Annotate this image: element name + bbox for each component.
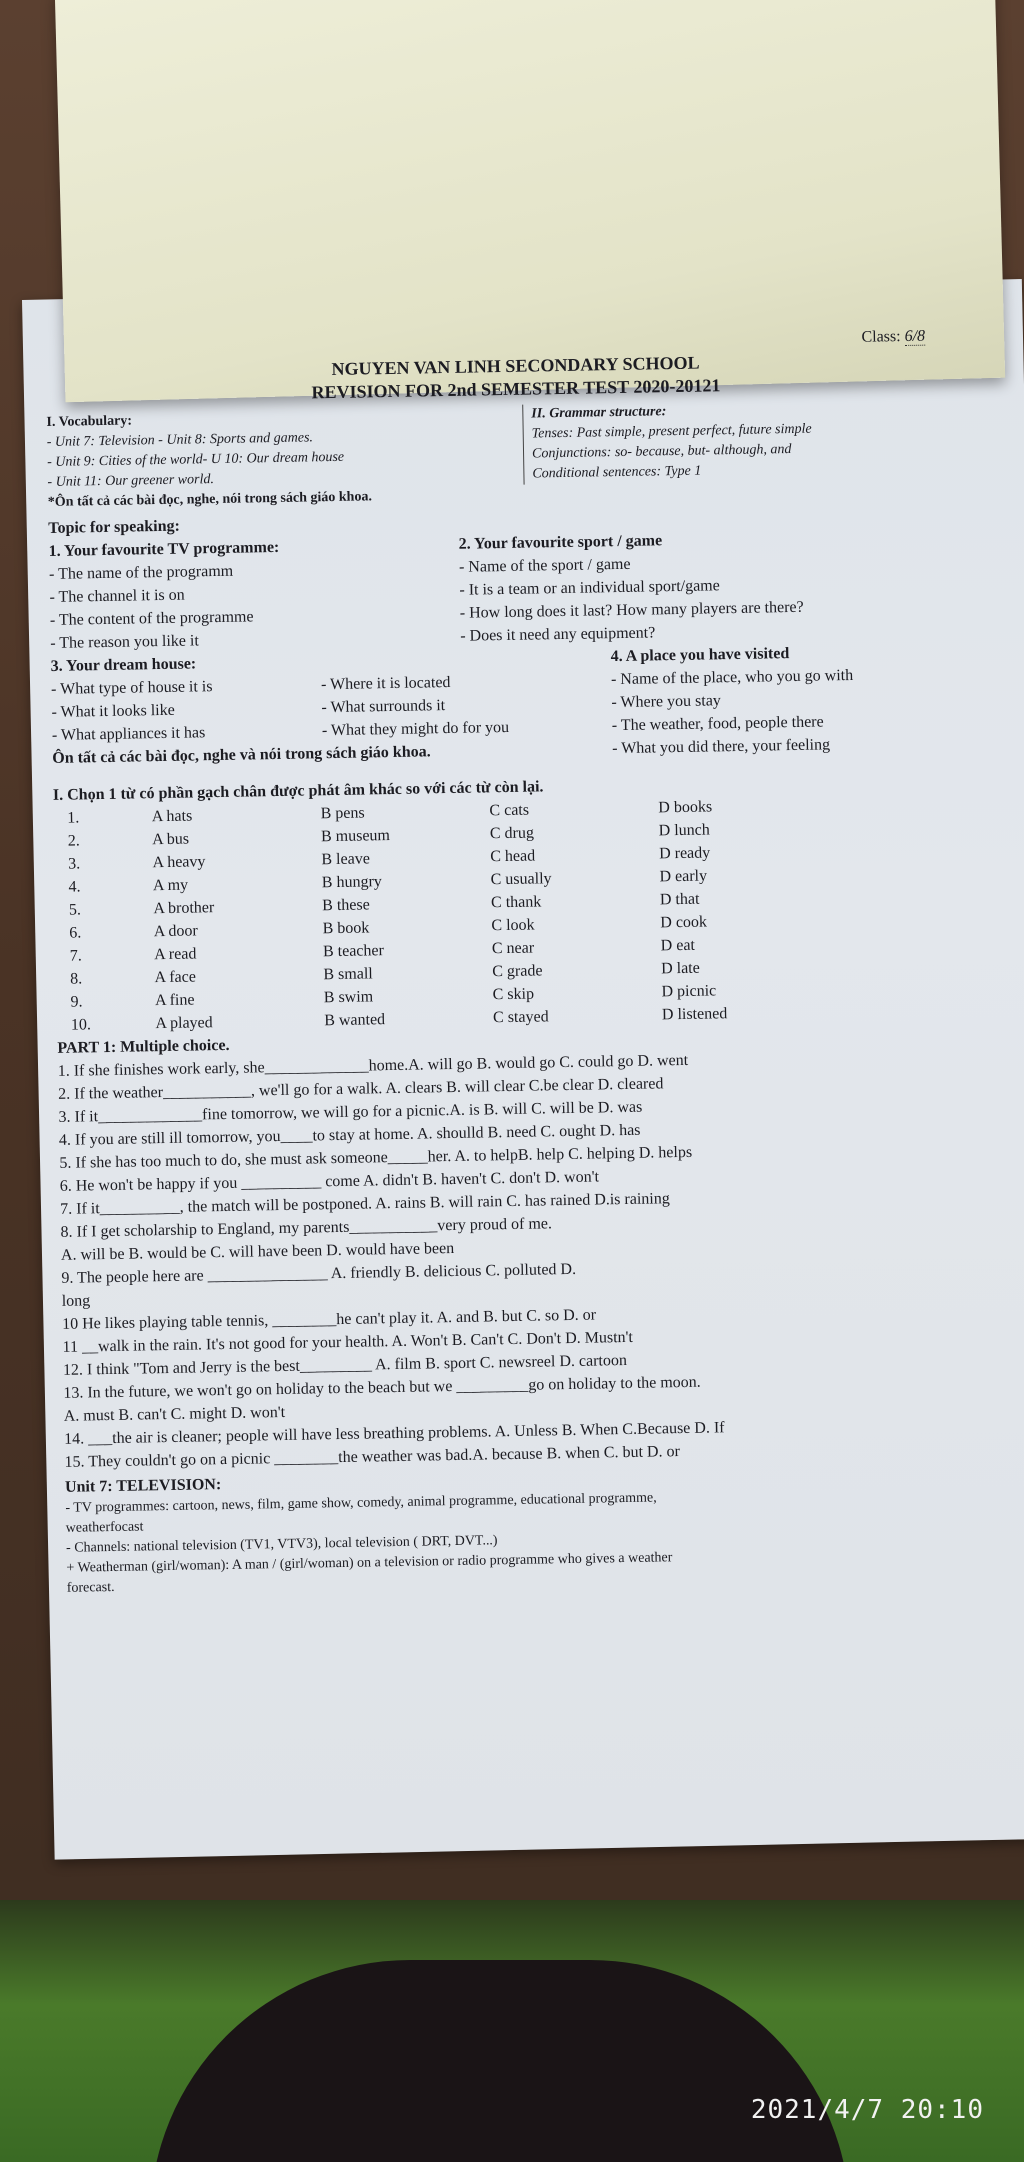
unit7-line: - TV programmes: cartoon, news, film, game show, comedy, animal programme, educational programme, <box>65 1490 657 1516</box>
question-line: 6. He won't be happy if you __________ come A. didn't B. haven't C. don't D. won't <box>59 1168 600 1195</box>
row-number: 10. <box>70 1016 92 1034</box>
word-option: B hungry <box>321 873 382 892</box>
question-line: 13. In the future, we won't go on holiday to the beach but we _________go on holiday to the moon. <box>63 1373 701 1402</box>
word-option: B these <box>322 896 370 915</box>
worksheet-content <box>45 324 1007 1599</box>
pronunciation-table <box>63 793 827 1036</box>
word-option: C head <box>490 847 536 866</box>
question-line: 14. ___the air is cleaner; people will have less breathing problems. A. Unless B. When C.Because D. If <box>64 1419 725 1448</box>
unit7-heading: Unit 7: TELEVISION: <box>64 1476 222 1496</box>
photo-timestamp: 2021/4/7 20:10 <box>750 2095 984 2125</box>
word-option: D ready <box>658 844 711 863</box>
question-line: A. must B. can't C. might D. won't <box>63 1403 286 1425</box>
word-option: A bus <box>152 830 190 849</box>
grammar-section <box>523 400 812 485</box>
unit7-line: + Weatherman (girl/woman): A man / (girl/woman) on a television or radio programme who gives a weather <box>66 1550 673 1576</box>
question-line: 8. If I get scholarship to England, my parents___________very proud of me. <box>60 1215 553 1241</box>
word-option: B pens <box>320 804 365 823</box>
topic-tv: 1. Your favourite TV programme: - The name of the programm - The channel it is on - The content of the programme - The reason you like it <box>48 538 280 652</box>
pronunciation-heading: I. Chọn 1 từ có phần gạch chân được phát âm khác so với các từ còn lại. <box>52 778 544 804</box>
word-option: C usually <box>490 870 552 889</box>
question-line: 5. If she has too much to do, she must ask someone_____her. A. to helpB. help C. helping D. helps <box>59 1143 693 1172</box>
school-name: NGUYEN VAN LINH SECONDARY SCHOOL <box>331 352 700 380</box>
grammar-heading: II. Grammar structure: <box>531 404 667 422</box>
class-field: Class: 6/8 <box>861 327 926 346</box>
word-option: A my <box>152 876 189 895</box>
question-line: 1. If she finishes work early, she_____________home.A. will go B. would go C. could go D. went <box>57 1051 689 1080</box>
unit7-line: forecast. <box>66 1579 115 1596</box>
topic-place: 4. A place you have visited - Name of the place, who you go with - Where you stay - The weather, food, people there - What you did there, your feeling <box>610 645 854 758</box>
page-title: REVISION FOR 2nd SEMESTER TEST 2020-20121 <box>311 375 721 403</box>
word-option: D eat <box>660 936 696 955</box>
vocab-section <box>46 405 524 493</box>
unit7-line: - Channels: national television (TV1, VTV3), local television ( DRT, DVT...) <box>65 1533 498 1556</box>
question-line: 11 __walk in the rain. It's not good for your health. A. Won't B. Can't C. Don't D. Mustn't <box>62 1328 634 1356</box>
word-option: B small <box>323 965 373 984</box>
class-value: 6/8 <box>904 327 926 345</box>
question-line: A. will be B. would be C. will have been D. would have been <box>60 1239 455 1264</box>
topic-house: 3. Your dream house: - What type of house it is - What it looks like - What appliances it has - Where it is located - What surrounds it - What they might do for you Ôn tất cả các bài đọc, nghe và nói trong sách giáo khoa. <box>50 645 612 770</box>
question-line: 7. If it__________, the match will be postponed. A. rains B. will rain C. has rained D.is raining <box>60 1190 670 1218</box>
speaking-topics-3-4 <box>50 639 992 770</box>
question-line: 15. They couldn't go on a picnic ________the weather was bad.A. because B. when C. but D. or <box>64 1443 680 1471</box>
word-option: C grade <box>492 962 543 981</box>
row-number: 8. <box>70 970 83 988</box>
row-number: 3. <box>68 855 81 873</box>
word-option: D cook <box>660 913 708 932</box>
speaking-topics-1-2 <box>48 524 990 655</box>
row-number: 2. <box>67 832 80 850</box>
question-line: 4. If you are still ill tomorrow, you____to stay at home. A. shoulld B. need C. ought D. has <box>58 1121 641 1149</box>
word-option: A face <box>154 968 197 987</box>
row-number: 9. <box>70 993 83 1011</box>
multiple-choice-list <box>58 1043 1005 1473</box>
unit7-line: weatherfocast <box>65 1519 144 1536</box>
vocab-item: - Unit 11: Our greener world. <box>47 472 215 490</box>
word-option: A read <box>154 945 197 964</box>
row-number: 5. <box>68 901 82 919</box>
word-option: A hats <box>151 807 193 826</box>
row-number: 6. <box>69 924 82 942</box>
word-option: C look <box>491 916 535 935</box>
topic-sport: 2. Your favourite sport / game - Name of the sport / game - It is a team or an individual sport/game - How long does it last? How many players are there? - Does it need any equipment? <box>458 532 804 645</box>
unit7-notes <box>65 1482 1007 1598</box>
word-option: C thank <box>490 893 542 912</box>
word-option: B book <box>322 919 370 938</box>
mc-heading: PART 1: Multiple choice. <box>57 1036 230 1057</box>
word-option: C near <box>491 939 535 958</box>
word-option: D that <box>659 890 700 909</box>
row-number: 7. <box>69 947 82 965</box>
speaking-heading: Topic for speaking: <box>48 517 181 537</box>
word-option: D late <box>660 959 700 978</box>
word-option: D books <box>658 798 713 817</box>
word-option: A brother <box>153 899 215 918</box>
question-line: long <box>61 1292 91 1310</box>
word-option: B swim <box>323 988 374 1007</box>
vocab-item: - Unit 7: Television - Unit 8: Sports and games. <box>46 430 314 450</box>
word-option: B museum <box>320 827 391 846</box>
word-option: A heavy <box>152 853 206 872</box>
review-note: *Ôn tất cả các bài đọc, nghe, nói trong sách giáo khoa. <box>47 489 373 510</box>
word-option: C skip <box>492 985 535 1004</box>
word-option: D listened <box>661 1005 728 1024</box>
word-option: C stayed <box>492 1008 549 1027</box>
row-number: 4. <box>68 878 81 896</box>
word-option: B leave <box>321 850 370 869</box>
word-option: B teacher <box>322 942 385 961</box>
question-line: 2. If the weather___________, we'll go for a walk. A. clears B. will clear C.be clear D. cleared <box>58 1075 664 1103</box>
speaking-note: Ôn tất cả các bài đọc, nghe và nói trong sách giáo khoa. <box>52 743 431 767</box>
word-option: D early <box>659 867 708 886</box>
row-number: 1. <box>67 809 80 827</box>
vocab-item: - Unit 9: Cities of the world- U 10: Our dream house <box>47 449 345 470</box>
word-option: B wanted <box>324 1011 386 1030</box>
word-option: A played <box>155 1014 213 1033</box>
grammar-item: Tenses: Past simple, present perfect, future simple <box>531 421 812 442</box>
grammar-item: Conditional sentences: Type 1 <box>532 463 702 482</box>
word-option: A door <box>153 922 198 941</box>
word-option: D picnic <box>661 982 717 1001</box>
word-option: C drug <box>489 824 535 843</box>
grammar-item: Conjunctions: so- because, but- although, and <box>531 441 792 462</box>
vocab-heading: I. Vocabulary: <box>46 413 133 430</box>
word-option: C cats <box>489 801 530 820</box>
question-line: 10 He likes playing table tennis, ________he can't play it. A. and B. but C. so D. or <box>62 1306 597 1333</box>
question-line: 9. The people here are _______________ A. friendly B. delicious C. polluted D. <box>61 1260 577 1287</box>
question-line: 3. If it_____________fine tomorrow, we will go for a picnic.A. is B. will C. will be D. was <box>58 1098 643 1126</box>
word-option: A fine <box>154 991 195 1010</box>
word-option: D lunch <box>658 821 710 840</box>
question-line: 12. I think "Tom and Jerry is the best_________ A. film B. sport C. newsreel D. cartoon <box>62 1352 628 1379</box>
